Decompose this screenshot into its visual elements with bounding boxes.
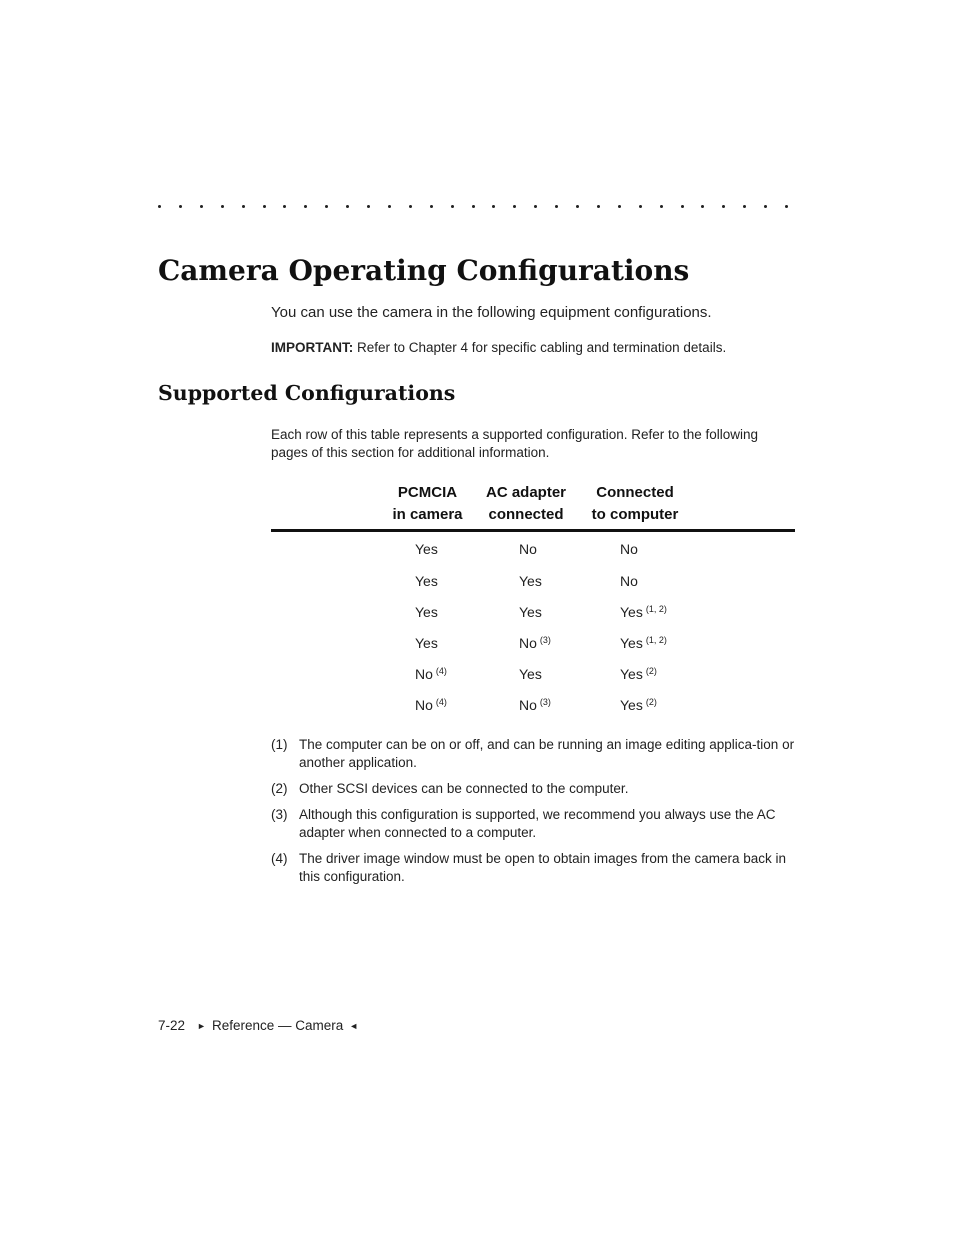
table-cell bbox=[519, 635, 551, 651]
separator-dot bbox=[618, 205, 621, 208]
separator-dot bbox=[179, 205, 182, 208]
footnote-ref: (1, 2) bbox=[645, 635, 667, 645]
separator-dot bbox=[158, 205, 161, 208]
table-cell bbox=[620, 573, 638, 589]
header-ac-adapter bbox=[478, 482, 574, 526]
footnote-ref: (3) bbox=[539, 697, 551, 707]
footnote-text: Other SCSI devices can be connected to the computer. bbox=[299, 781, 629, 796]
header-connected-line2: to computer bbox=[591, 506, 679, 523]
table-cell bbox=[519, 666, 542, 682]
separator-dot bbox=[764, 205, 767, 208]
page-footer bbox=[158, 1018, 358, 1033]
separator-dot bbox=[200, 205, 203, 208]
footnote-1 bbox=[271, 736, 795, 772]
triangle-left-icon: ◄ bbox=[349, 1021, 359, 1031]
section-title: Supported Configurations bbox=[158, 381, 456, 405]
footnote-text: Although this configuration is supported, we recommend you always use the AC adapter when connected to a computer. bbox=[299, 807, 776, 840]
cell-value: Yes bbox=[519, 573, 542, 589]
cell-value: Yes bbox=[620, 666, 643, 682]
separator-dot bbox=[660, 205, 663, 208]
cell-value: Yes bbox=[620, 604, 643, 620]
header-connected-line1: Connected bbox=[596, 484, 674, 501]
triangle-right-icon: ► bbox=[197, 1021, 206, 1031]
table-cell bbox=[415, 541, 438, 557]
separator-dot bbox=[388, 205, 391, 208]
separator-dot bbox=[534, 205, 537, 208]
table-cell bbox=[620, 541, 638, 557]
separator-dot bbox=[304, 205, 307, 208]
header-pcmcia-line1: PCMCIA bbox=[397, 484, 458, 501]
footnote-ref: (1, 2) bbox=[645, 604, 667, 614]
separator-dot bbox=[492, 205, 495, 208]
cell-value: Yes bbox=[519, 666, 542, 682]
separator-dot bbox=[325, 205, 328, 208]
footnote-3 bbox=[271, 806, 795, 842]
footnote-4 bbox=[271, 850, 795, 886]
page-title: Camera Operating Configurations bbox=[158, 254, 690, 287]
separator-dot bbox=[743, 205, 746, 208]
table-cell bbox=[415, 635, 438, 651]
header-pcmcia bbox=[380, 482, 475, 526]
cell-value: Yes bbox=[519, 604, 542, 620]
separator-dot bbox=[430, 205, 433, 208]
separator-dot bbox=[639, 205, 642, 208]
header-connected bbox=[582, 482, 688, 526]
intro-text: You can use the camera in the following equipment configurations. bbox=[271, 304, 712, 321]
separator-dot bbox=[597, 205, 600, 208]
table-rule bbox=[271, 529, 795, 532]
footnote-number: (3) bbox=[271, 807, 288, 822]
separator-dot bbox=[242, 205, 245, 208]
table-cell bbox=[415, 573, 438, 589]
cell-value: Yes bbox=[620, 697, 643, 713]
cell-value: No bbox=[519, 541, 537, 557]
cell-value: Yes bbox=[620, 635, 643, 651]
footnote-2 bbox=[271, 780, 795, 798]
footnote-ref: (2) bbox=[645, 697, 657, 707]
separator-dot bbox=[555, 205, 558, 208]
table-cell bbox=[519, 697, 551, 713]
separator-dot bbox=[472, 205, 475, 208]
footer-section: Reference — Camera bbox=[211, 1018, 344, 1033]
separator-dot bbox=[722, 205, 725, 208]
separator-dot bbox=[785, 205, 788, 208]
section-description: Each row of this table represents a supported configuration. Refer to the following pages of this section for additional information. bbox=[271, 427, 759, 460]
table-cell bbox=[415, 604, 438, 620]
footnote-number: (1) bbox=[271, 737, 288, 752]
table-cell bbox=[519, 541, 537, 557]
footnote-ref: (4) bbox=[435, 666, 447, 676]
footnotes bbox=[271, 736, 795, 894]
separator-dot bbox=[263, 205, 266, 208]
table-cell bbox=[415, 697, 447, 713]
separator-dot bbox=[451, 205, 454, 208]
table-cell bbox=[620, 697, 657, 713]
cell-value: Yes bbox=[415, 573, 438, 589]
table-cell bbox=[620, 635, 667, 651]
important-text: Refer to Chapter 4 for specific cabling and termination details. bbox=[353, 340, 727, 355]
cell-value: No bbox=[415, 666, 433, 682]
header-ac-adapter-line1: AC adapter bbox=[485, 484, 567, 501]
separator-dot bbox=[701, 205, 704, 208]
cell-value: No bbox=[415, 697, 433, 713]
table-cell bbox=[620, 604, 667, 620]
footnote-number: (2) bbox=[271, 781, 288, 796]
footnote-number: (4) bbox=[271, 851, 288, 866]
footnote-ref: (3) bbox=[539, 635, 551, 645]
cell-value: Yes bbox=[415, 635, 438, 651]
separator-dot bbox=[576, 205, 579, 208]
page-number: 7-22 bbox=[158, 1018, 186, 1033]
header-ac-adapter-line2: connected bbox=[488, 506, 564, 523]
footnote-text: The driver image window must be open to obtain images from the camera back in this configuration. bbox=[299, 851, 786, 884]
header-pcmcia-line2: in camera bbox=[392, 506, 463, 523]
cell-value: No bbox=[519, 697, 537, 713]
table-cell bbox=[519, 604, 542, 620]
footnote-ref: (2) bbox=[645, 666, 657, 676]
cell-value: No bbox=[519, 635, 537, 651]
table-cell bbox=[519, 573, 542, 589]
important-note bbox=[271, 340, 726, 355]
footnote-ref: (4) bbox=[435, 697, 447, 707]
cell-value: Yes bbox=[415, 541, 438, 557]
footnote-text: The computer can be on or off, and can be running an image editing applica-tion or another application. bbox=[299, 737, 795, 770]
cell-value: Yes bbox=[415, 604, 438, 620]
important-label: IMPORTANT: bbox=[271, 340, 354, 355]
separator-dot bbox=[367, 205, 370, 208]
separator-dot bbox=[221, 205, 224, 208]
separator-dot bbox=[283, 205, 286, 208]
separator-dot bbox=[681, 205, 684, 208]
dotted-separator bbox=[158, 205, 794, 217]
cell-value: No bbox=[620, 541, 638, 557]
separator-dot bbox=[409, 205, 412, 208]
separator-dot bbox=[513, 205, 516, 208]
table-cell bbox=[620, 666, 657, 682]
cell-value: No bbox=[620, 573, 638, 589]
table-cell bbox=[415, 666, 447, 682]
separator-dot bbox=[346, 205, 349, 208]
